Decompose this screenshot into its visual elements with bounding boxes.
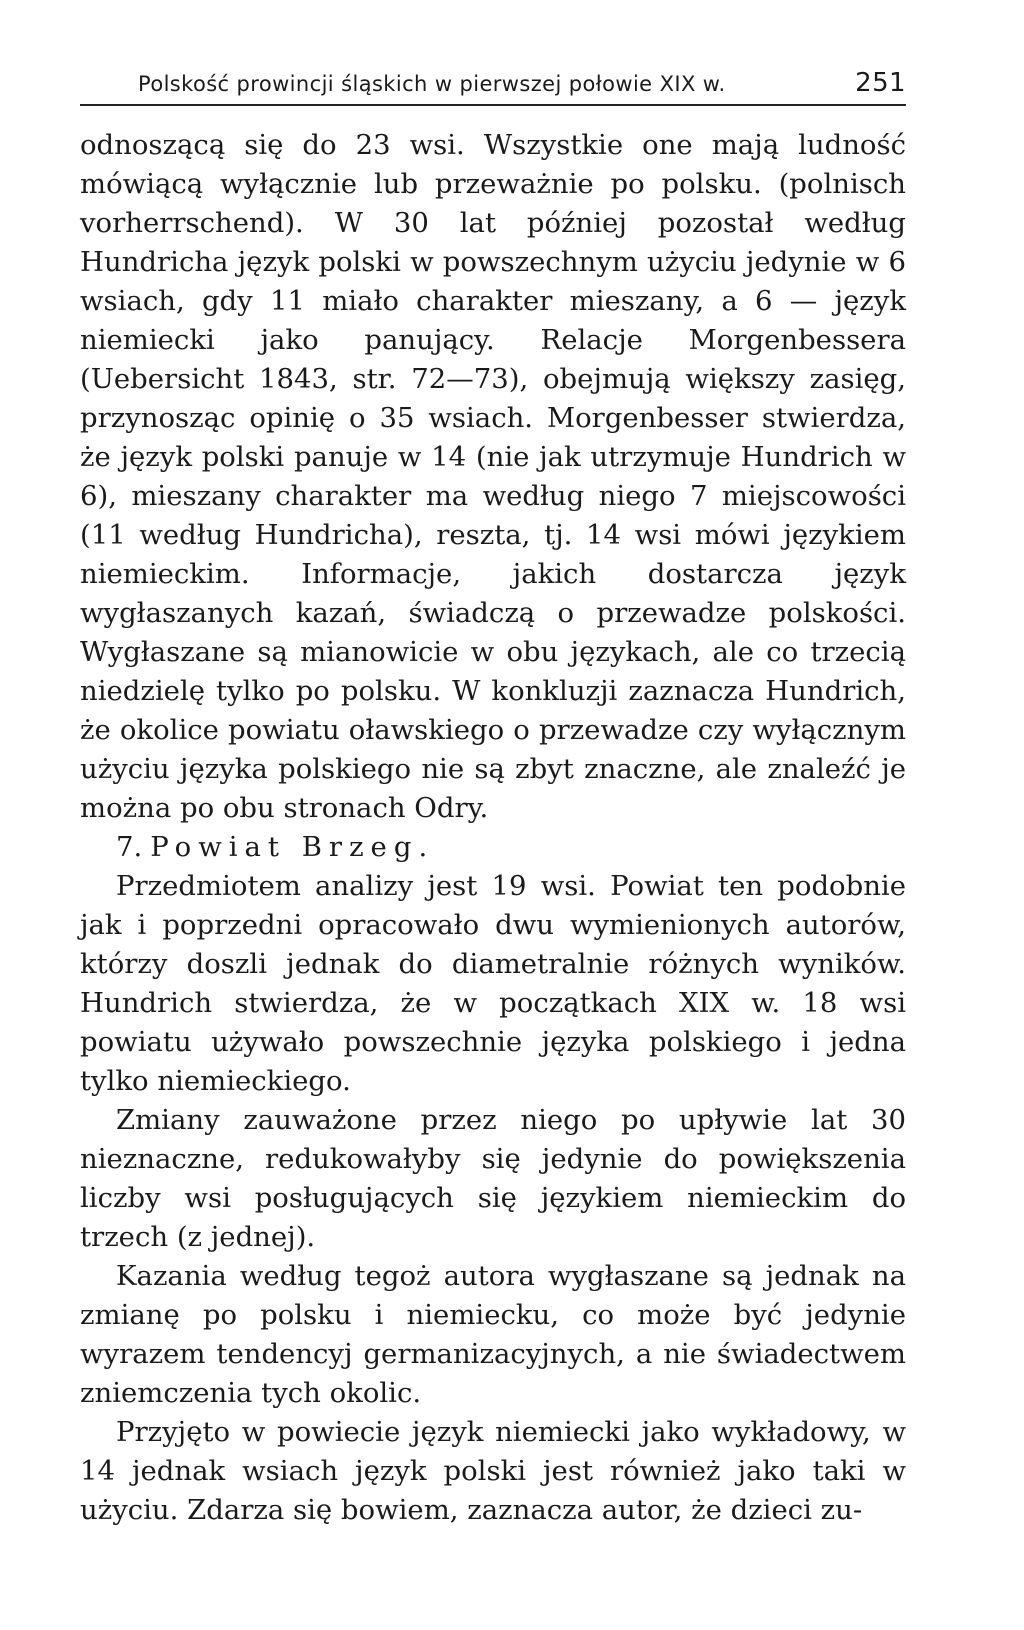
- body-text: [80, 126, 906, 1530]
- section-heading: [80, 828, 906, 867]
- page-number: 251: [855, 68, 906, 98]
- paragraph: Przedmiotem analizy jest 19 wsi. Powiat ten podobnie jak i poprzedni opracowało dwu wymienionych autorów, którzy doszli jednak do diametralnie różnych wyników. Hundrich stwierdza, że w początkach XIX w. 18 wsi powiatu używało powszechnie języka polskiego i jedna tylko niemieckiego.: [80, 870, 906, 1097]
- section-number: 7.: [116, 831, 143, 863]
- running-header: [80, 60, 906, 106]
- paragraph: Przyjęto w powiecie język niemiecki jako wykładowy, w 14 jednak wsiach język polski jest również jako taki w użyciu. Zdarza się bowiem, zaznacza autor, że dzieci zu-: [80, 1416, 906, 1526]
- paragraph: Zmiany zauważone przez niego po upływie lat 30 nieznaczne, redukowałyby się jedynie do powiększenia liczby wsi posługujących się językiem niemieckim do trzech (z jednej).: [80, 1104, 906, 1253]
- book-page: [80, 60, 906, 1530]
- running-title: Polskość prowincji śląskich w pierwszej połowie XIX w.: [138, 72, 726, 96]
- paragraph-continuation: odnoszącą się do 23 wsi. Wszystkie one mają ludność mówiącą wyłącznie lub przeważnie po polsku. (polnisch vorherrschend). W 30 lat później pozostał według Hundricha język polski w powszechnym użyciu jedynie w 6 wsiach, gdy 11 miało charakter mieszany, a 6 — język niemiecki jako panujący. Relacje Morgenbessera (Uebersicht 1843, str. 72—73), obejmują większy zasięg, przynosząc opinię o 35 wsiach. Morgenbesser stwierdza, że język polski panuje w 14 (nie jak utrzymuje Hundrich w 6), mieszany charakter ma według niego 7 miejscowości (11 według Hundricha), reszta, tj. 14 wsi mówi językiem niemieckim. Informacje, jakich dostarcza język wygłaszanych kazań, świadczą o przewadze polskości. Wygłaszane są mianowicie w obu językach, ale co trzecią niedzielę tylko po polsku. W konkluzji zaznacza Hundrich, że okolice powiatu oławskiego o przewadze czy wyłącznym użyciu języka polskiego nie są zbyt znaczne, ale znaleźć je można po obu stronach Odry.: [80, 129, 906, 824]
- paragraph: Kazania według tegoż autora wygłaszane są jednak na zmianę po polsku i niemiecku, co może być jedynie wyrazem tendencyj germanizacyjnych, a nie świadectwem zniemczenia tych okolic.: [80, 1260, 906, 1409]
- section-title: Powiat Brzeg.: [150, 831, 435, 863]
